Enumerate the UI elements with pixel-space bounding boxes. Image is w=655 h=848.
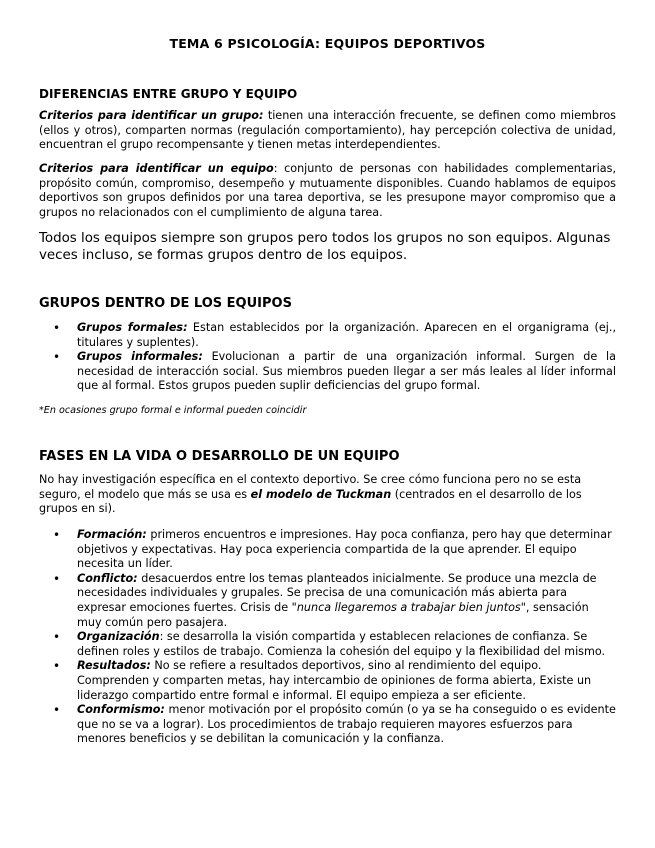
document-title: TEMA 6 PSICOLOGÍA: EQUIPOS DEPORTIVOS <box>169 36 486 51</box>
list-item-label: Grupos informales: <box>77 350 203 364</box>
group-criteria-label: Criterios para identificar un grupo: <box>39 109 264 122</box>
bullet-icon: • <box>53 659 61 674</box>
section-heading-groups-within-teams: GRUPOS DENTRO DE LOS EQUIPOS <box>39 296 292 311</box>
list-item-text: No se refiere a resultados deportivos, sino al rendimiento del equipo. Comprenden y comparten metas, hay intercambio de opiniones de forma abierta, Existe un liderazgo compartido entre formal e informal. El equipo empieza a ser eficiente. <box>77 659 592 702</box>
list-item-text: Estan establecidos por la organización. Aparecen en el organigrama (ej., titulares y suplentes). <box>77 321 616 349</box>
bullet-icon: • <box>53 350 61 365</box>
list-item-text: : se desarrolla la visión compartida y establecen relaciones de confianza. Se definen roles y estilos de trabajo. Comienza la cohesión del equipo y la flexibilidad del mismo. <box>77 630 606 658</box>
list-item-label: Organización <box>77 630 160 644</box>
team-criteria-label: Criterios para identificar un equipo <box>39 162 274 175</box>
bullet-icon: • <box>53 571 61 586</box>
paragraph-tuckman-intro <box>39 473 616 517</box>
list-item <box>53 528 616 572</box>
list-item-text: ", sensación muy común pero pasajera. <box>77 600 589 629</box>
group-criteria-text: tienen una interacción frecuente, se definen como miembros (ellos y otros), comparten normas (regulación comportamiento), hay percepción colectiva de unidad, encuentran el grupo recompensante y tienen metas interdependientes. <box>39 109 616 152</box>
list-item <box>53 659 616 703</box>
section-heading-differences: DIFERENCIAS ENTRE GRUPO Y EQUIPO <box>39 87 298 101</box>
section-heading-team-phases: FASES EN LA VIDA O DESARROLLO DE UN EQUIPO <box>39 449 400 464</box>
list-item-label: Resultados: <box>77 659 151 673</box>
list-item <box>53 321 616 350</box>
list-item <box>53 571 616 630</box>
list-item-label: Conformismo: <box>77 703 165 717</box>
list-item-label: Grupos formales: <box>77 321 188 334</box>
list-item-label: Formación: <box>77 528 147 541</box>
paragraph-groups-vs-teams: Todos los equipos siempre son grupos pero todos los grupos no son equipos. Algunas veces incluso, se formas grupos dentro de los equipos. <box>39 231 611 263</box>
list-item <box>53 703 616 747</box>
footnote: *En ocasiones grupo formal e informal pueden coincidir <box>39 405 307 416</box>
tuckman-model-label: el modelo de Tuckman <box>250 487 392 501</box>
intro-text-b: (centrados en el desarrollo de los grupos en si). <box>39 487 582 516</box>
bullet-icon: • <box>53 630 61 645</box>
paragraph-team-criteria <box>39 162 616 220</box>
phases-list <box>39 528 616 747</box>
groups-list <box>39 321 616 394</box>
bullet-icon: • <box>53 528 61 542</box>
list-item-text: menor motivación por el propósito común (o ya se ha conseguido o es evidente que no se va a lograr). Los procedimientos de trabajo requieren mayores esfuerzos para menores beneficios y se debilitan la comunicación y la confianza. <box>77 703 616 746</box>
list-item-text: primeros encuentros e impresiones. Hay poca confianza, pero hay que determinar objetivos y expectativas. Hay poca experiencia compartida de la que aprender. El equipo necesita un líder. <box>77 528 612 571</box>
intro-text-a: No hay investigación específica en el contexto deportivo. Se cree cómo funciona pero no se esta seguro, el modelo que más se usa es <box>39 473 582 501</box>
team-criteria-text: : conjunto de personas con habilidades complementarias, propósito común, compromiso, desempeño y mutuamente disponibles. Cuando hablamos de equipos deportivos son grupos definidos por una tarea deportiva, se les presupone mayor compromiso que a grupos no relacionados con el cumplimiento de alguna tarea. <box>39 162 616 219</box>
bullet-icon: • <box>53 703 61 718</box>
list-item-quote: nunca llegaremos a trabajar bien juntos <box>296 600 521 614</box>
list-item-text: Evolucionan a partir de una organización informal. Surgen de la necesidad de interacción social. Sus miembros pueden llegar a ser más leales al líder informal que al formal. Estos grupos pueden suplir deficiencias del grupo formal. <box>77 350 616 393</box>
list-item-label: Conflicto: <box>77 571 138 585</box>
list-item <box>53 350 616 394</box>
list-item-text: desacuerdos entre los temas planteados inicialmente. Se produce una mezcla de necesidades individuales y grupales. Se precisa de una comunicación más abierta para expresar emociones fuertes. Crisis de " <box>77 571 597 614</box>
bullet-icon: • <box>53 321 61 335</box>
list-item <box>53 630 616 659</box>
paragraph-group-criteria <box>39 109 616 153</box>
